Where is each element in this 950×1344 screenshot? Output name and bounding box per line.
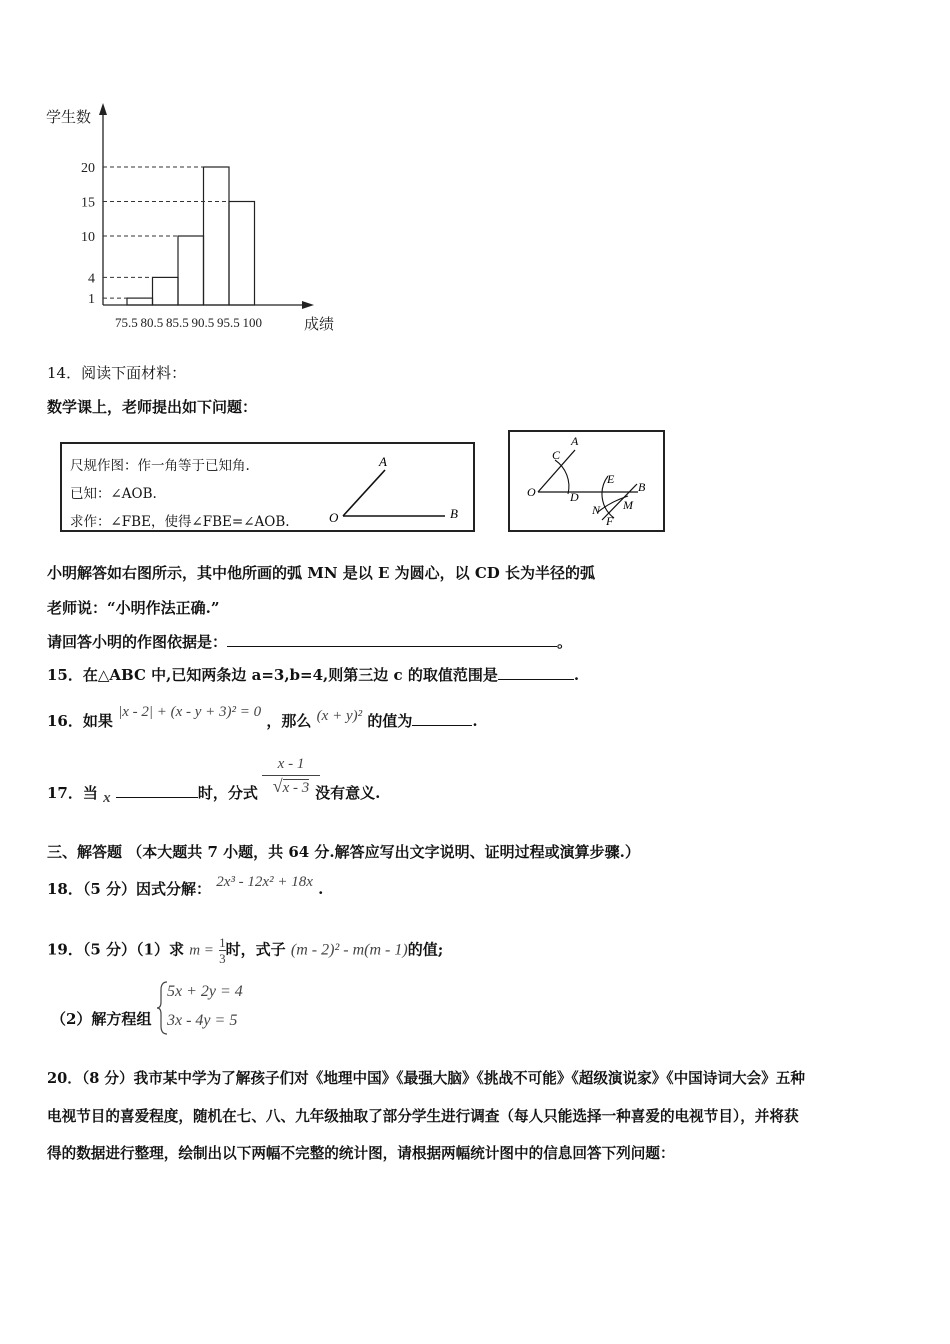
x-tick-label: 90.5 <box>191 315 215 330</box>
fig-label-B: B <box>638 480 646 494</box>
q16 <box>47 704 478 731</box>
box-line-2: 已知：∠AOB. <box>70 486 157 502</box>
label-O: O <box>329 510 339 525</box>
q18-expression: 2x³ - 12x² + 18x <box>216 874 313 890</box>
histogram-bar <box>229 202 255 306</box>
q19-expression: (m - 2)² - m(m - 1) <box>290 941 408 959</box>
q19-m-equals: m = <box>189 942 214 959</box>
q19-equation-1: 5x + 2y = 4 <box>167 983 243 1000</box>
box-line-3: 求作：∠FBE，使得∠FBE=∠AOB. <box>70 514 290 530</box>
q19-equation-2: 3x - 4y = 5 <box>167 1012 238 1029</box>
y-axis-arrow-icon <box>99 103 107 115</box>
q17 <box>47 782 381 806</box>
q16-answer-blank[interactable] <box>412 711 472 726</box>
q16-mid: ，那么 <box>266 712 312 730</box>
q18-prefix: 18．（5 分）因式分解： <box>47 880 212 898</box>
q16-equation: |x - 2| + (x - y + 3)² = 0 <box>118 704 262 720</box>
q14-para-3 <box>47 631 572 652</box>
histogram-bar <box>204 167 230 305</box>
sqrt-icon: √ <box>272 776 283 796</box>
q19-prefix: 19．（5 分）（1）求 <box>47 940 184 959</box>
label-B: B <box>450 506 458 521</box>
q14-para-3-end: 。 <box>557 633 573 651</box>
q19-mid: 时，式子 <box>225 940 286 959</box>
q19-part-1 <box>47 935 443 966</box>
q17-fraction <box>262 756 320 797</box>
q18-end: . <box>318 880 324 898</box>
x-tick-label: 75.5 <box>115 315 138 330</box>
x-tick-label: 80.5 <box>140 315 164 330</box>
q17-prefix: 17．当 <box>47 784 98 802</box>
fig-label-M: M <box>623 498 633 512</box>
q19-part-2: （2）解方程组 <box>51 1010 152 1028</box>
x-tick-label: 85.5 <box>166 315 189 330</box>
x-tick-label: 95.5 <box>217 315 240 330</box>
x-axis-arrow-icon <box>302 301 314 309</box>
q19-suffix: 的值; <box>407 940 444 959</box>
y-tick-label: 4 <box>88 271 95 287</box>
q17-mid: 时，分式 <box>197 784 258 802</box>
q20-line-3: 得的数据进行整理，绘制出以下两幅不完整的统计图，请根据两幅统计图中的信息回答下列问题： <box>47 1145 675 1162</box>
q14-heading: 14．阅读下面材料： <box>47 364 187 382</box>
fig-label-N: N <box>592 503 601 517</box>
q17-variable: x <box>103 790 111 806</box>
q17-denominator: x - 3 <box>282 780 310 796</box>
y-axis-label: 学生数 <box>46 108 92 126</box>
y-tick-label: 20 <box>81 161 95 176</box>
q16-end: . <box>472 712 478 730</box>
q18 <box>47 874 324 899</box>
fig-label-E: E <box>607 472 615 486</box>
fig-label-D: D <box>570 490 579 504</box>
fig-label-C: C <box>552 448 561 462</box>
histogram-bar <box>127 298 153 305</box>
y-tick-label: 15 <box>81 195 95 211</box>
score-histogram <box>40 95 350 340</box>
q19-frac-num: 1 <box>219 935 226 950</box>
q20-line-2: 电视节目的喜爱程度，随机在七、八、九年级抽取了部分学生进行调查（每人只能选择一种喜爱的电视节目），并将获 <box>47 1108 799 1125</box>
histogram-bar <box>153 277 179 305</box>
label-A: A <box>379 454 387 469</box>
q14-para-2: 老师说：“小明作法正确.” <box>47 599 220 617</box>
q15-text: 15．在△ABC 中,已知两条边 a=3,b=4,则第三边 c 的取值范围是 <box>47 666 498 684</box>
q14-answer-blank[interactable] <box>227 632 557 647</box>
q19-frac-den: 3 <box>219 951 226 966</box>
q16-suffix: 的值为 <box>367 712 413 730</box>
q16-prefix: 16．如果 <box>47 712 113 730</box>
q17-numerator: x - 1 <box>262 756 320 776</box>
q15 <box>47 664 579 685</box>
q14-para-1: 小明解答如右图所示，其中他所画的弧 MN 是以 E 为圆心，以 CD 长为半径的弧 <box>47 564 596 582</box>
fig-label-O: O <box>527 485 536 499</box>
q17-answer-blank[interactable] <box>116 783 198 798</box>
x-axis-label: 成绩 <box>304 315 335 333</box>
q14-para-3-text: 请回答小明的作图依据是： <box>47 633 228 651</box>
given-angle-figure <box>317 450 467 526</box>
y-tick-label: 10 <box>81 230 95 245</box>
y-tick-label: 1 <box>88 292 95 308</box>
q16-expression: (x + y)² <box>316 708 363 724</box>
q14-intro: 数学课上，老师提出如下问题： <box>47 398 258 416</box>
q15-end: . <box>573 666 580 684</box>
histogram-bar <box>178 236 204 305</box>
q17-suffix: 没有意义. <box>315 784 381 802</box>
q14-solution-figure <box>508 430 665 532</box>
q14-problem-box <box>60 442 475 532</box>
x-tick-label: 100 <box>242 315 262 330</box>
section-3-title: 三、解答题 （本大题共 7 小题，共 64 分.解答应写出文字说明、证明过程或演算步骤.） <box>47 843 640 861</box>
fig-label-A: A <box>571 434 579 448</box>
fig-label-F: F <box>606 514 614 528</box>
box-line-1: 尺规作图：作一角等于已知角. <box>70 458 250 474</box>
q20-line-1: 20．（8 分）我市某中学为了解孩子们对《地理中国》《最强大脑》《挑战不可能》《超级演说家》《中国诗词大会》五种 <box>47 1070 805 1087</box>
q15-answer-blank[interactable] <box>498 665 574 680</box>
